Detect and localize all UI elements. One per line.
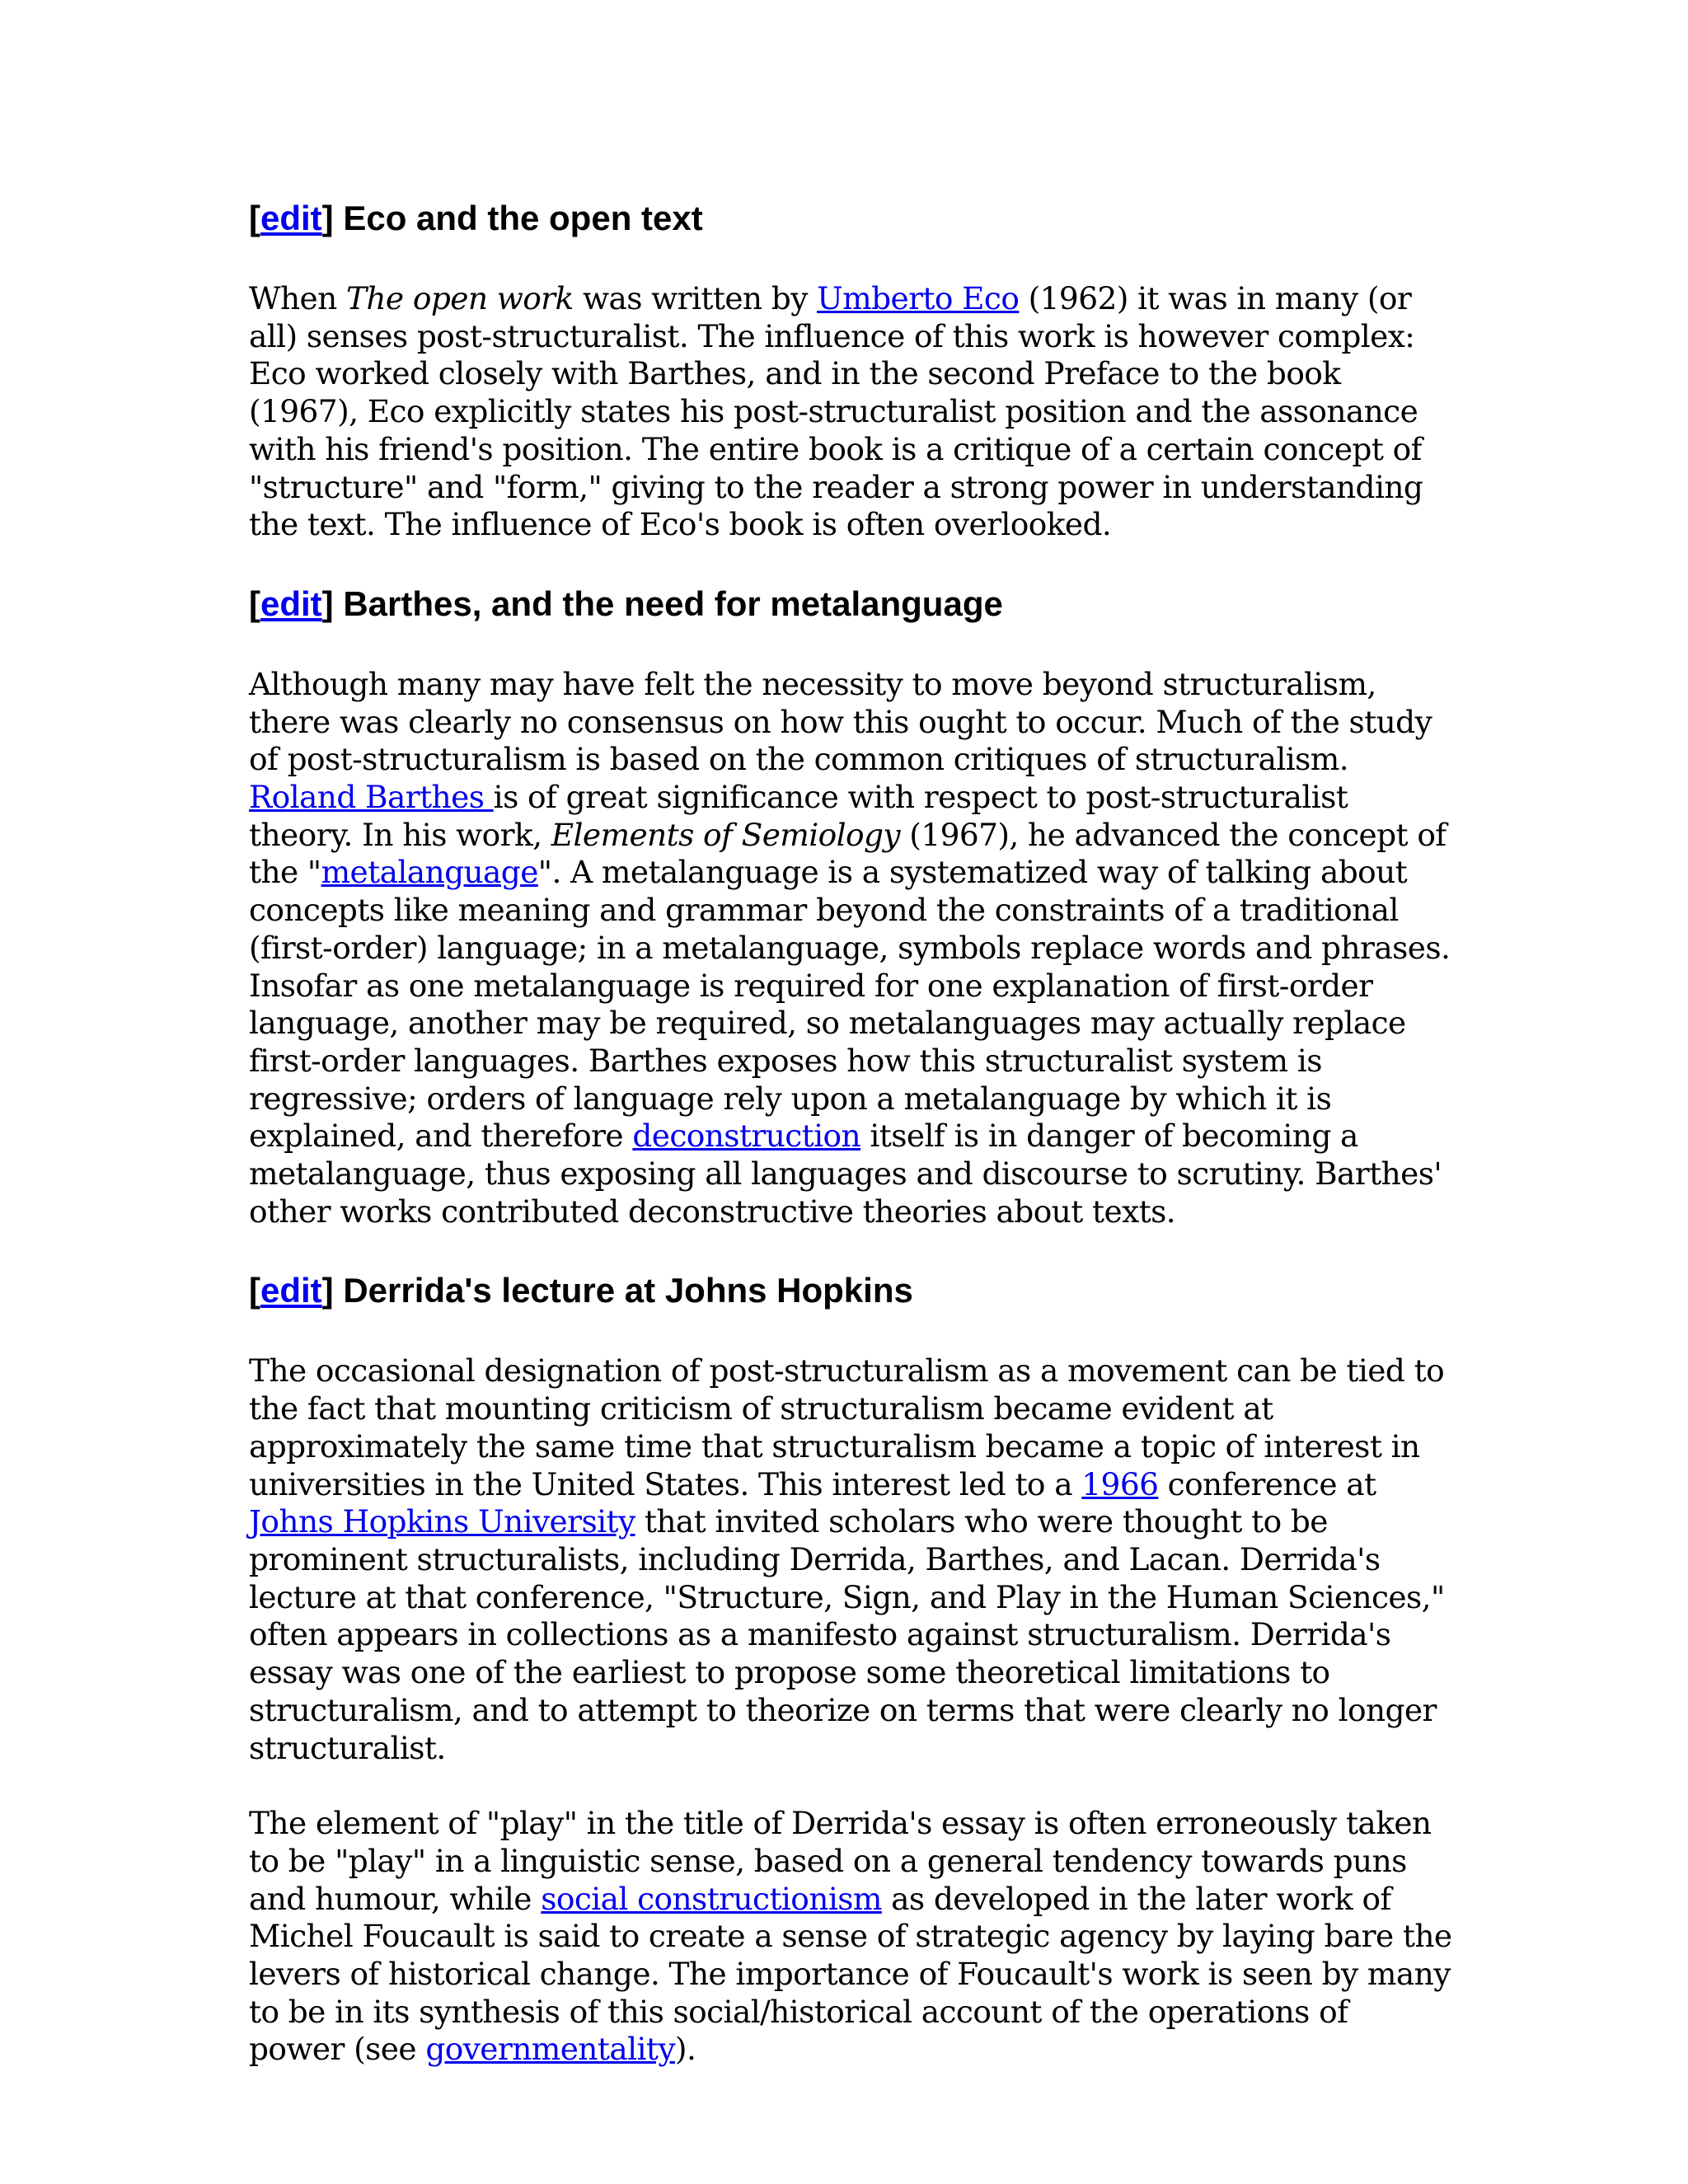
text-run: (1962) it was in many (or all) senses post-structuralist. The influence of this work is however complex: Eco worked closely with Barthes, and in the second Preface to the book (1967), Eco explicitly states his post-structuralist position and the assonance with his friend's position. The entire book is a critique of a certain concept of "structure" and "form," giving to the reader a strong power in understanding the text. The influence of Eco's book is often overlooked. bbox=[249, 280, 1423, 543]
book-title-elements-of-semiology: Elements of Semiology bbox=[551, 816, 900, 853]
link-social-constructionism[interactable]: social constructionism bbox=[541, 1880, 882, 1917]
text-run: The occasional designation of post-structuralism as a movement can be tied to the fact that mounting criticism of structuralism became evident at approximately the same time that structuralism became a topic of interest in universities in the United States. This interest led to a bbox=[249, 1352, 1445, 1502]
edit-link-eco[interactable]: edit bbox=[260, 199, 322, 237]
text-run: The element of "play" in the title of Derrida's essay is often erroneously taken to be "play" in a linguistic sense, based on a general tendency towards puns and humour, while bbox=[249, 1805, 1432, 1917]
link-1966[interactable]: 1966 bbox=[1081, 1465, 1159, 1502]
section-title-eco: Eco and the open text bbox=[343, 199, 703, 237]
text-run: itself is in danger of becoming a metalanguage, thus exposing all languages and discourse to scrutiny. Barthes' other works contributed deconstructive theories about texts. bbox=[249, 1118, 1442, 1230]
section-heading-eco: [edit] Eco and the open text bbox=[249, 199, 703, 237]
text-run: was written by bbox=[573, 280, 818, 316]
link-metalanguage[interactable]: metalanguage bbox=[321, 854, 538, 891]
text-run: as developed in the later work of Michel Foucault is said to create a sense of strategic agency by laying bare the levers of historical change. The importance of Foucault's work is seen by many to be in its synthesis of this social/historical account of the operations of power (see bbox=[249, 1880, 1452, 2068]
edit-link-derrida[interactable]: edit bbox=[260, 1271, 322, 1310]
section-title-barthes: Barthes, and the need for metalanguage bbox=[343, 583, 1003, 623]
text-run: ). bbox=[674, 2031, 696, 2068]
text-run: (1967), he advanced the concept of the " bbox=[249, 816, 1447, 891]
text-run: ". A metalanguage is a systematized way of talking about concepts like meaning and grammar beyond the constraints of a traditional (first-order) language; in a metalanguage, symbols replace words and phrases. Insofar as one metalanguage is required for one explanation of first-order language, another may be required, so metalanguages may actually replace first-order languages. Barthes exposes how this structuralist system is regressive; orders of language rely upon a metalanguage by which it is explained, and therefore bbox=[249, 854, 1451, 1155]
text-run: is of great significance with respect to post-structuralist theory. In his work, bbox=[249, 779, 1348, 853]
link-roland-barthes[interactable]: Roland Barthes bbox=[249, 779, 494, 816]
section-title-derrida: Derrida's lecture at Johns Hopkins bbox=[343, 1271, 913, 1310]
link-umberto-eco[interactable]: Umberto Eco bbox=[817, 280, 1020, 316]
section-heading-derrida: [edit] Derrida's lecture at Johns Hopkins bbox=[249, 1271, 913, 1310]
link-deconstruction[interactable]: deconstruction bbox=[632, 1118, 861, 1155]
section-heading-barthes: [edit] Barthes, and the need for metalanguage bbox=[249, 583, 1003, 623]
paragraph-eco bbox=[249, 280, 1452, 544]
book-title-open-work: The open work bbox=[345, 280, 574, 316]
paragraph-derrida-lecture bbox=[249, 1352, 1452, 1767]
article-body bbox=[249, 0, 1452, 2069]
text-run: Although many may have felt the necessity to move beyond structuralism, there was clearly no consensus on how this ought to occur. Much of the study of post-structuralism is based on the common critiques of structuralism. bbox=[249, 665, 1432, 778]
paragraph-barthes bbox=[249, 666, 1452, 1231]
text-run: that invited scholars who were thought to be prominent structuralists, including Derrida, Barthes, and Lacan. Derrida's lecture at that conference, "Structure, Sign, and Play in the Human Sciences," often appears in collections as a manifesto against structuralism. Derrida's essay was one of the earliest to propose some theoretical limitations to structuralism, and to attempt to theorize on terms that were clearly no longer structuralist. bbox=[249, 1503, 1445, 1766]
paragraph-play bbox=[249, 1805, 1452, 2069]
edit-link-barthes[interactable]: edit bbox=[260, 583, 322, 623]
text-run: conference at bbox=[1158, 1465, 1376, 1502]
text-run: When bbox=[249, 280, 346, 316]
link-governmentality[interactable]: governmentality bbox=[425, 2031, 675, 2068]
link-johns-hopkins-university[interactable]: Johns Hopkins University bbox=[249, 1503, 635, 1540]
